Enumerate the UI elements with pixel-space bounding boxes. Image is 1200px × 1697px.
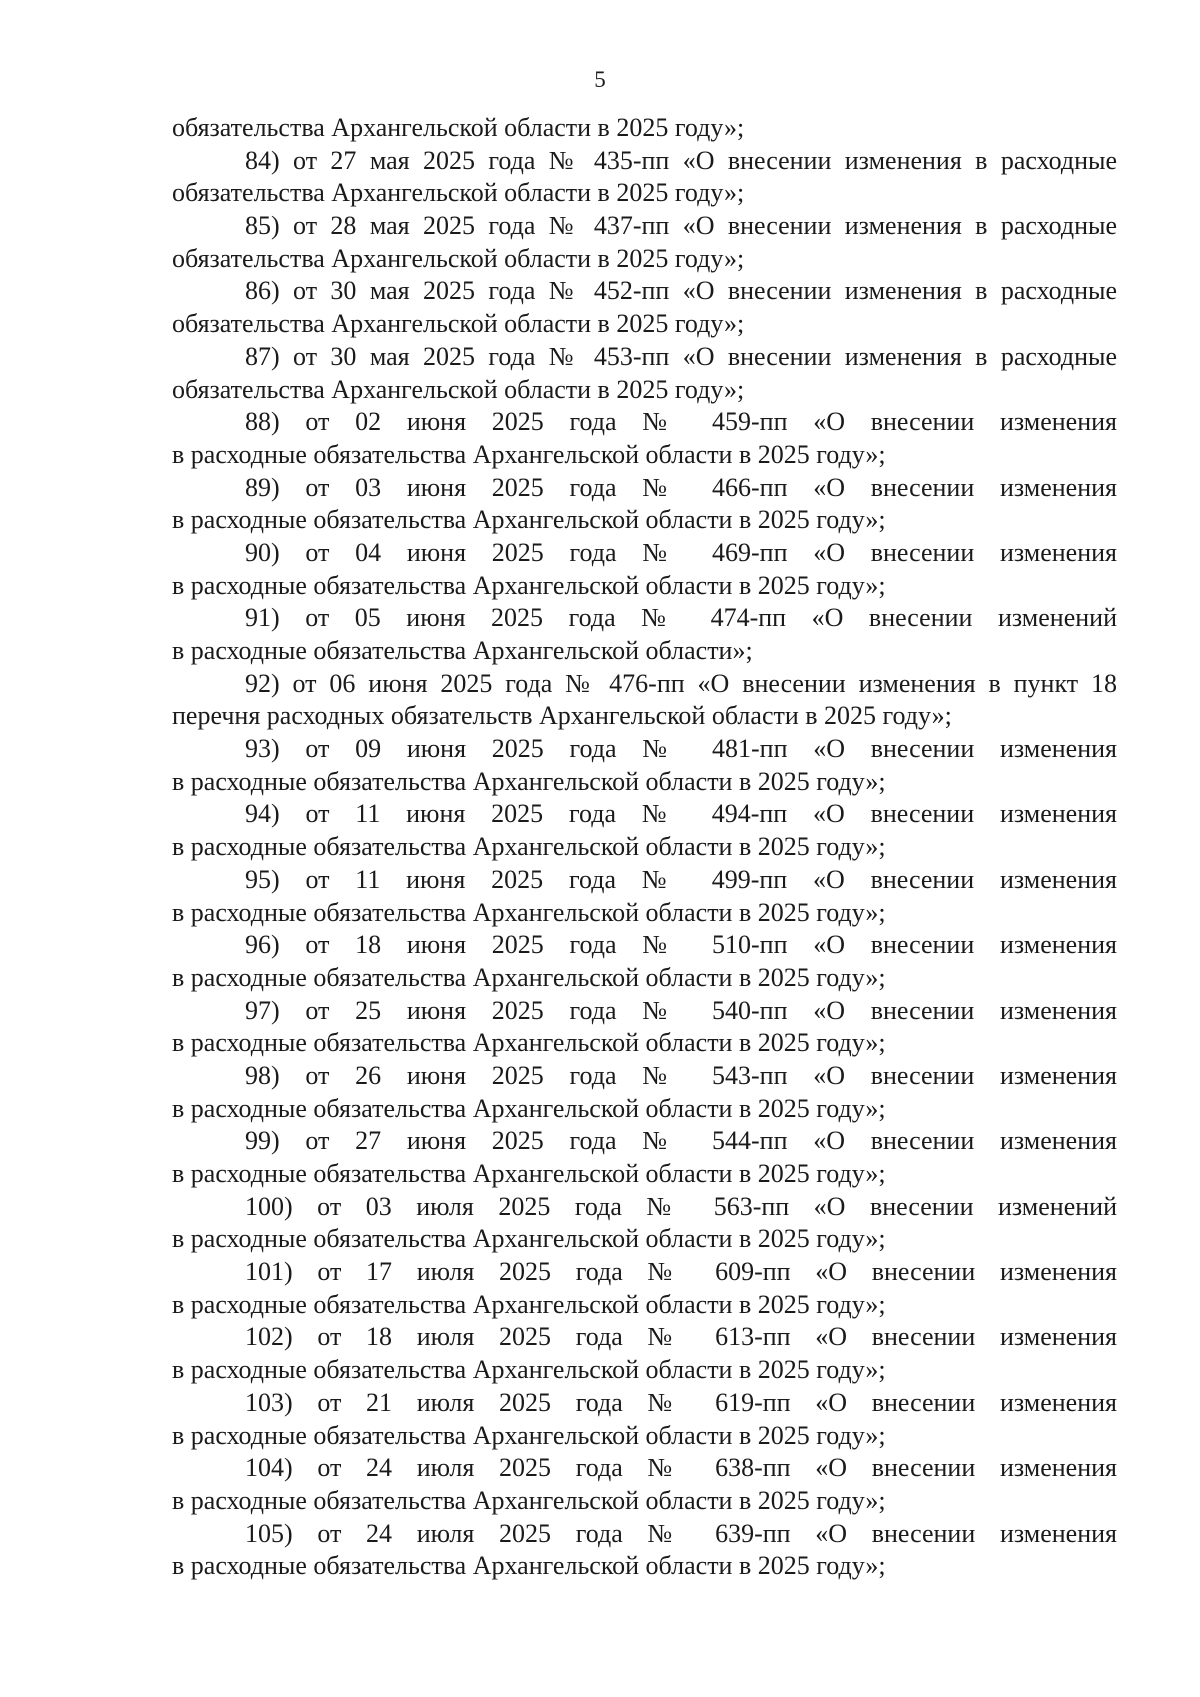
list-item-first-line: 95) от 11 июня 2025 года № 499-пп «О внесении изменения	[245, 864, 1117, 894]
list-item-first-line: 100) от 03 июля 2025 года № 563-пп «О внесении изменений	[245, 1191, 1117, 1221]
list-item-first-line: 94) от 11 июня 2025 года № 494-пп «О внесении изменения	[245, 799, 1117, 829]
list-item-continuation-line: в расходные обязательства Архангельской области в 2025 году»;	[172, 1224, 886, 1254]
list-item-first-line: 99) от 27 июня 2025 года № 544-пп «О внесении изменения	[245, 1126, 1117, 1156]
list-item-first-line: 86) от 30 мая 2025 года № 452-пп «О внесении изменения в расходные	[245, 276, 1117, 306]
list-item-first-line: 85) от 28 мая 2025 года № 437-пп «О внесении изменения в расходные	[245, 211, 1117, 241]
list-item-continuation-line: в расходные обязательства Архангельской области в 2025 году»;	[172, 897, 886, 927]
list-item-continuation-line: обязательства Архангельской области в 2025 году»;	[172, 309, 745, 339]
list-item-first-line: 90) от 04 июня 2025 года № 469-пп «О внесении изменения	[245, 537, 1117, 567]
list-item-continuation-line: в расходные обязательства Архангельской области в 2025 году»;	[172, 1355, 886, 1385]
list-item-continuation-line: обязательства Архангельской области в 2025 году»;	[172, 374, 745, 404]
list-item-first-line: 91) от 05 июня 2025 года № 474-пп «О внесении изменений	[245, 603, 1117, 633]
list-item-continuation-line: в расходные обязательства Архангельской области в 2025 году»;	[172, 766, 886, 796]
list-item-first-line: 101) от 17 июля 2025 года № 609-пп «О внесении изменения	[245, 1257, 1117, 1287]
page-number: 5	[594, 67, 606, 92]
list-item-continuation-line: в расходные обязательства Архангельской области в 2025 году»;	[172, 832, 886, 862]
list-item-first-line: 92) от 06 июня 2025 года № 476-пп «О внесении изменения в пункт 18	[245, 668, 1117, 698]
list-item-continuation-line: в расходные обязательства Архангельской области в 2025 году»;	[172, 1289, 886, 1319]
list-item-continuation-line: в расходные обязательства Архангельской области в 2025 году»;	[172, 1551, 886, 1581]
list-item-continuation-line: обязательства Архангельской области в 2025 году»;	[172, 243, 745, 273]
list-item-continuation-line: в расходные обязательства Архангельской области в 2025 году»;	[172, 439, 886, 469]
list-item-first-line: 93) от 09 июня 2025 года № 481-пп «О внесении изменения	[245, 734, 1117, 764]
list-item-first-line: 102) от 18 июля 2025 года № 613-пп «О внесении изменения	[245, 1322, 1117, 1352]
list-item-first-line: 96) от 18 июня 2025 года № 510-пп «О внесении изменения	[245, 930, 1117, 960]
list-item-first-line: 97) от 25 июня 2025 года № 540-пп «О внесении изменения	[245, 995, 1117, 1025]
list-item-continuation-line: в расходные обязательства Архангельской области в 2025 году»;	[172, 1093, 886, 1123]
list-item-continuation-line: в расходные обязательства Архангельской области в 2025 году»;	[172, 962, 886, 992]
list-item-continuation-line: перечня расходных обязательств Архангельской области в 2025 году»;	[172, 701, 952, 731]
list-item-first-line: 88) от 02 июня 2025 года № 459-пп «О внесении изменения	[245, 407, 1117, 437]
list-item-first-line: 104) от 24 июля 2025 года № 638-пп «О внесении изменения	[245, 1453, 1117, 1483]
list-item-continuation-line: обязательства Архангельской области в 2025 году»;	[172, 113, 745, 142]
list-item-continuation-line: в расходные обязательства Архангельской области в 2025 году»;	[172, 570, 886, 600]
list-item-first-line: 98) от 26 июня 2025 года № 543-пп «О внесении изменения	[245, 1060, 1117, 1090]
list-item-continuation-line: в расходные обязательства Архангельской области в 2025 году»;	[172, 505, 886, 535]
document-body	[172, 112, 1117, 1583]
list-item-continuation-line: в расходные обязательства Архангельской области в 2025 году»;	[172, 1159, 886, 1188]
list-item-first-line: 103) от 21 июля 2025 года № 619-пп «О внесении изменения	[245, 1387, 1117, 1417]
list-item-first-line: 105) от 24 июля 2025 года № 639-пп «О внесении изменения	[245, 1518, 1117, 1548]
list-item-continuation-line: в расходные обязательства Архангельской области в 2025 году»;	[172, 1485, 886, 1515]
list-item-first-line: 87) от 30 мая 2025 года № 453-пп «О внесении изменения в расходные	[245, 341, 1117, 371]
list-item-first-line: 84) от 27 мая 2025 года № 435-пп «О внесении изменения в расходные	[245, 145, 1117, 175]
list-item-continuation-line: в расходные обязательства Архангельской области»;	[172, 636, 753, 665]
list-item-continuation-line: обязательства Архангельской области в 2025 году»;	[172, 178, 745, 208]
list-item-first-line: 89) от 03 июня 2025 года № 466-пп «О внесении изменения	[245, 472, 1117, 502]
list-item-continuation-line: в расходные обязательства Архангельской области в 2025 году»;	[172, 1028, 886, 1058]
list-item-continuation-line: в расходные обязательства Архангельской области в 2025 году»;	[172, 1420, 886, 1450]
